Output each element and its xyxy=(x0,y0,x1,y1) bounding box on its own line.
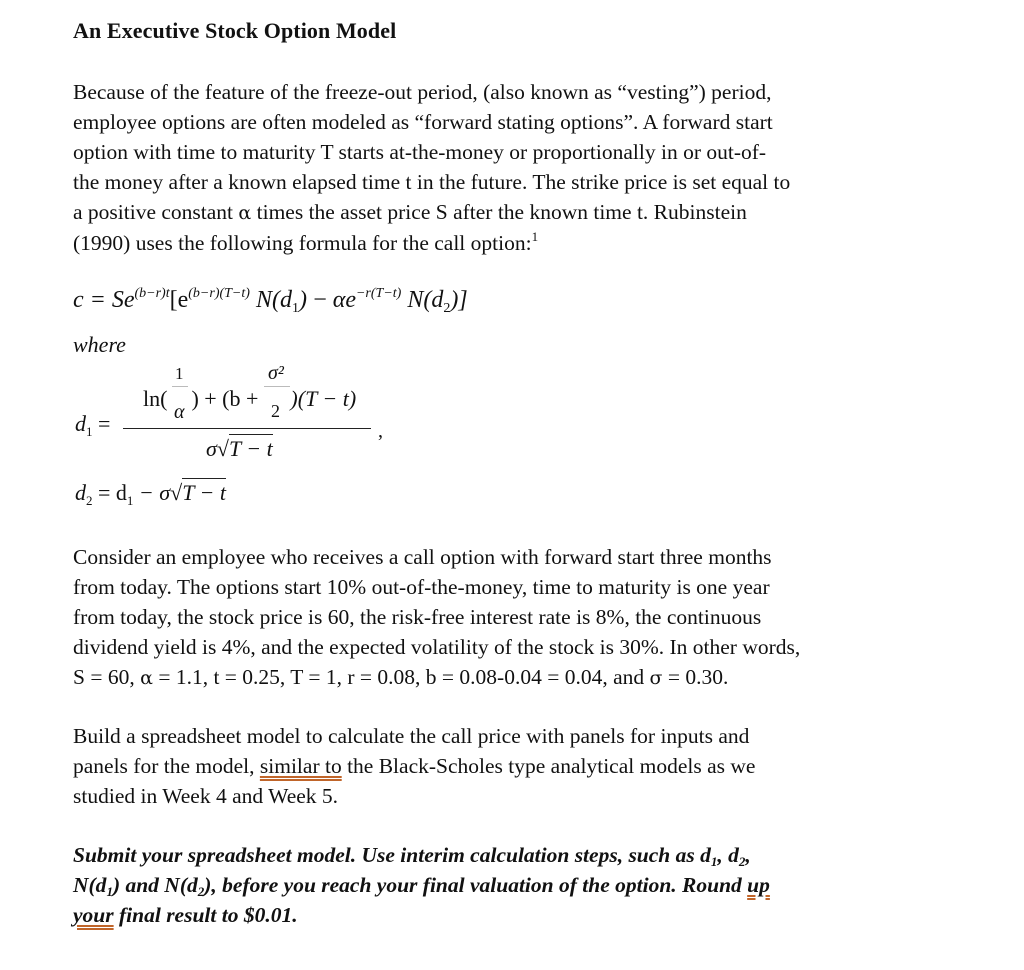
scenario-line: dividend yield is 4%, and the expected volatility of the stock is 30%. In other words, xyxy=(73,635,801,659)
subscript: 1 xyxy=(106,884,113,899)
formula-subscript: 2 xyxy=(443,301,451,316)
sqrt-radicand: T − t xyxy=(182,480,226,505)
formula-text: = d xyxy=(92,480,127,505)
where-label: where xyxy=(73,332,126,357)
formula-text: ln( xyxy=(143,386,168,411)
instruction-line xyxy=(73,870,988,900)
instruction-text: N(d xyxy=(73,873,107,897)
formula-text: d xyxy=(75,480,86,505)
instruction-text: final result to $0.01. xyxy=(113,903,298,927)
formula-two: 2 xyxy=(271,401,280,421)
formula-exponent: −r(T−t) xyxy=(355,286,402,301)
instruction-text: ) and N(d xyxy=(112,873,198,897)
task-paragraph xyxy=(73,721,988,811)
intro-line: option with time to maturity T starts at-the-money or proportionally in or out-of- xyxy=(73,140,767,164)
subscript: 1 xyxy=(710,854,718,869)
intro-line: employee options are often modeled as “forward stating options”. A forward start xyxy=(73,110,773,134)
subscript: 2 xyxy=(738,854,746,869)
formula-comma: , xyxy=(378,420,383,442)
instruction-text: , d xyxy=(717,843,739,867)
d1-denominator xyxy=(206,434,273,462)
formula-text: [e xyxy=(169,287,189,313)
scenario-paragraph xyxy=(73,542,988,693)
formula-exponent: (b−r)t xyxy=(134,286,170,301)
d2-formula xyxy=(75,478,226,506)
formula-text: N(d xyxy=(407,287,444,313)
fraction-bar xyxy=(172,386,188,387)
instruction-text: Submit your spreadsheet model. Use interim calculation steps, such as d xyxy=(73,843,711,867)
formula-text: )(T − t) xyxy=(290,386,357,411)
d1-lhs xyxy=(75,411,110,437)
fraction-bar xyxy=(264,386,290,387)
task-text: the Black-Scholes type analytical models as we xyxy=(341,754,756,778)
document-title: An Executive Stock Option Model xyxy=(73,18,397,43)
call-price-formula xyxy=(73,287,468,314)
formula-text: ) − αe xyxy=(298,287,356,313)
formula-subscript: 1 xyxy=(291,301,299,316)
intro-text: times the asset price S after the known time t. Rubinstein xyxy=(251,200,747,224)
intro-line xyxy=(73,197,988,228)
alpha-symbol: α xyxy=(140,667,153,689)
task-line: studied in Week 4 and Week 5. xyxy=(73,784,339,808)
d1-formula xyxy=(75,362,405,478)
instruction-line xyxy=(73,840,988,870)
formula-subscript: 1 xyxy=(86,424,93,439)
formula-subscript: 1 xyxy=(126,493,134,508)
intro-text: (1990) uses the following formula for the call option: xyxy=(73,231,532,255)
footnote-marker[interactable]: 1 xyxy=(531,229,539,244)
formula-sigma-squared: σ² xyxy=(268,362,284,384)
intro-text: a positive constant xyxy=(73,200,239,224)
formula-alpha: α xyxy=(174,401,185,423)
sigma-symbol: σ xyxy=(649,667,663,689)
instruction-line xyxy=(73,900,988,930)
parameters-line xyxy=(73,662,988,693)
intro-line xyxy=(73,228,988,258)
subscript: 2 xyxy=(197,884,205,899)
formula-text: σ√ xyxy=(206,436,229,461)
instruction-text: , xyxy=(745,843,751,867)
main-fraction-bar xyxy=(123,428,371,429)
intro-line: Because of the feature of the freeze-out period, (also known as “vesting”) period, xyxy=(73,80,772,104)
intro-paragraph xyxy=(73,77,988,258)
grammar-flagged-text[interactable]: your xyxy=(73,903,114,927)
scenario-line: from today. The options start 10% out-of-the-money, time to maturity is one year xyxy=(73,575,770,599)
task-text: panels for the model, xyxy=(73,754,260,778)
formula-subscript: 2 xyxy=(86,493,93,508)
grammar-flagged-text[interactable]: up xyxy=(747,873,770,897)
formula-text: ) + (b + xyxy=(191,386,259,411)
task-line: Build a spreadsheet model to calculate the call price with panels for inputs and xyxy=(73,724,750,748)
instruction-paragraph xyxy=(73,840,988,930)
sqrt-radicand: T − t xyxy=(228,436,273,461)
task-line xyxy=(73,751,988,781)
param-text: = 1.1, t = 0.25, T = 1, r = 0.08, b = 0.08-0.04 = 0.04, and xyxy=(152,665,650,689)
formula-text: N(d xyxy=(255,287,292,313)
scenario-line: Consider an employee who receives a call option with forward start three months xyxy=(73,545,772,569)
formula-text: − σ√ xyxy=(133,480,183,505)
formula-text: = xyxy=(92,411,111,436)
intro-line: the money after a known elapsed time t in the future. The strike price is set equal to xyxy=(73,170,791,194)
alpha-symbol: α xyxy=(238,202,252,224)
param-text: = 0.30. xyxy=(662,665,729,689)
formula-text: c = Se xyxy=(73,287,135,313)
formula-one: 1 xyxy=(175,364,184,383)
formula-text: d xyxy=(75,411,86,436)
param-text: S = 60, xyxy=(73,665,141,689)
formula-text: )] xyxy=(450,287,468,313)
grammar-flagged-text[interactable]: similar to xyxy=(259,754,342,778)
instruction-text: ), before you reach your final valuation of the option. Round xyxy=(204,873,748,897)
formula-exponent: (b−r)(T−t) xyxy=(188,286,250,301)
scenario-line: from today, the stock price is 60, the risk-free interest rate is 8%, the continuous xyxy=(73,605,762,629)
